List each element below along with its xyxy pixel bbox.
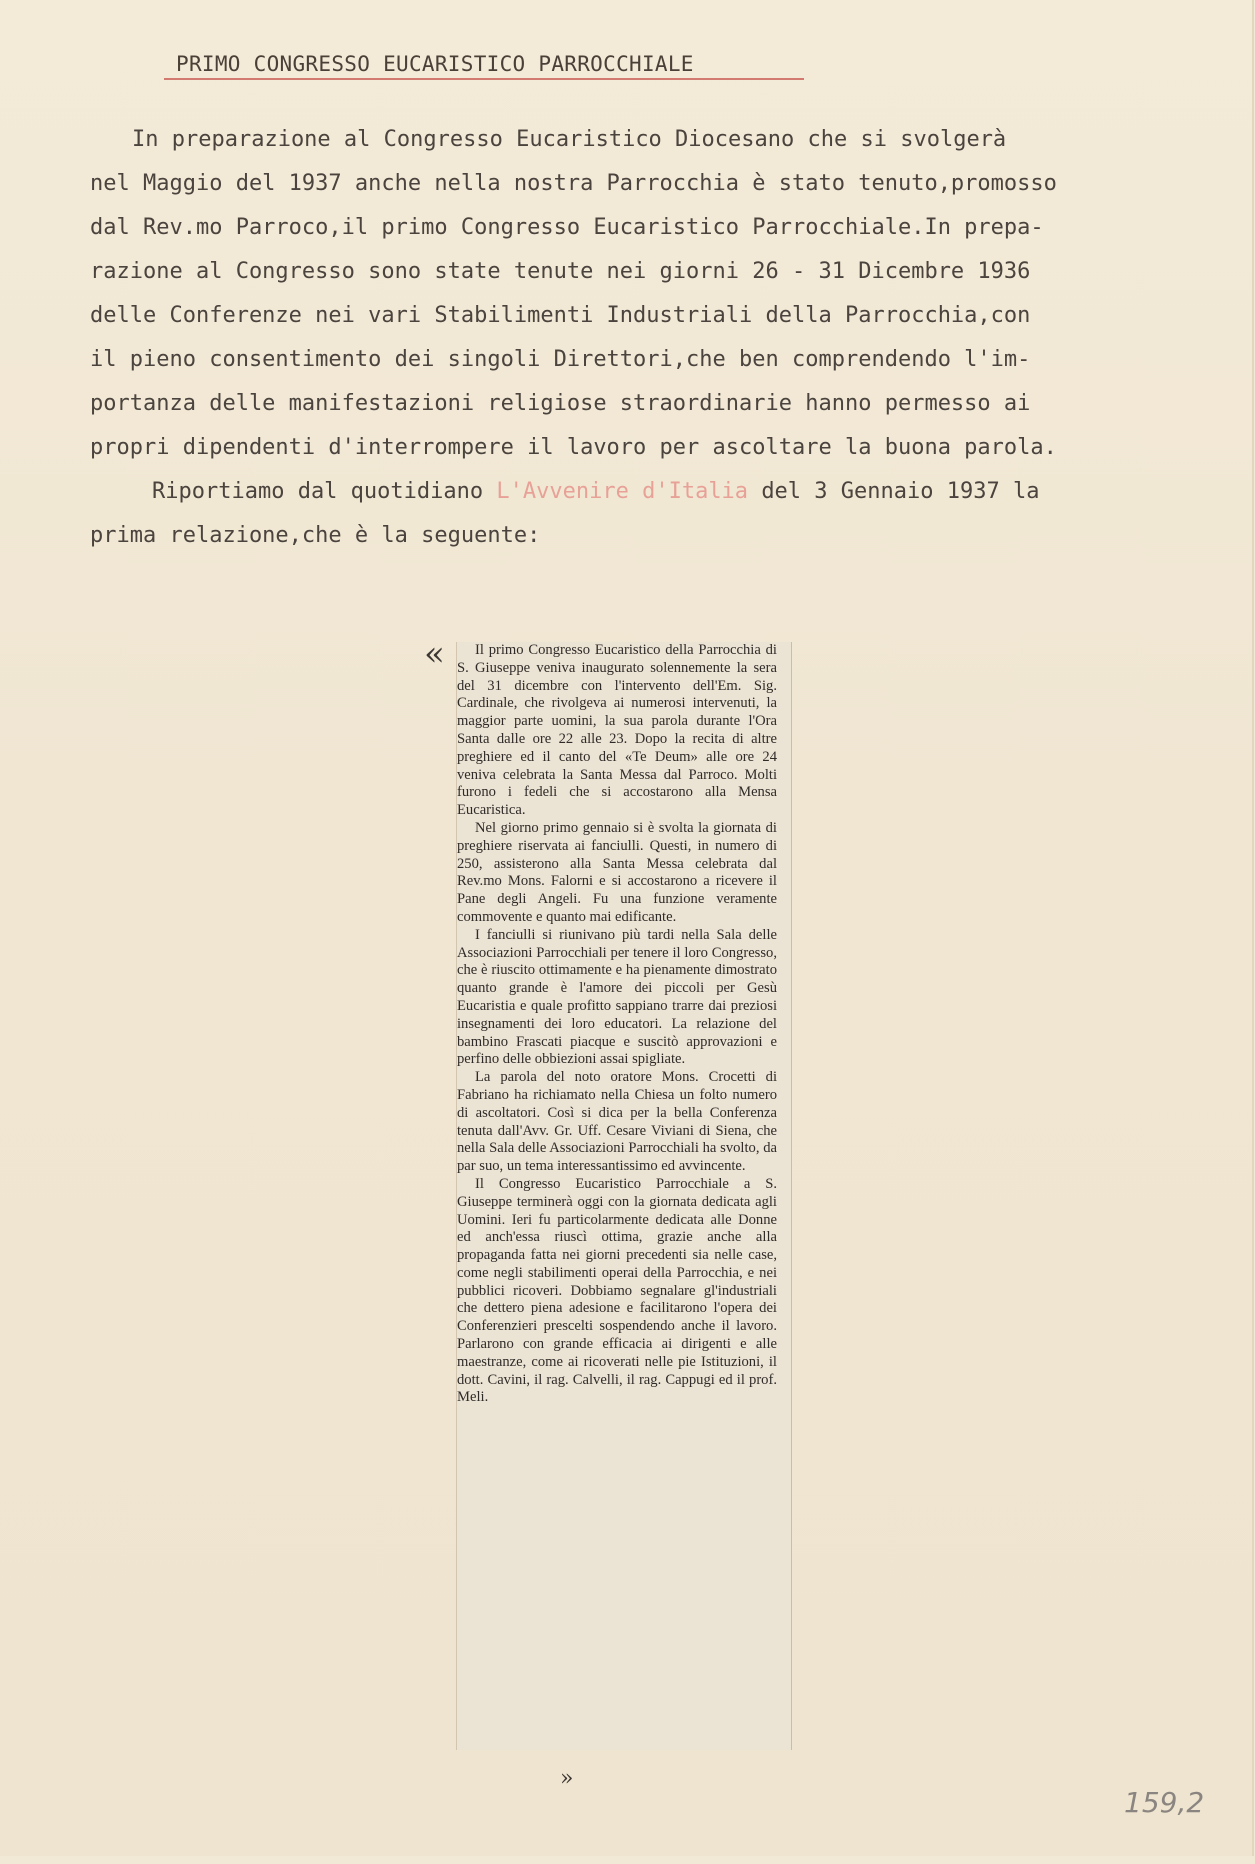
typed-line: razione al Congresso sono state tenute nei giorni 26 - 31 Dicembre 1936 (90, 259, 1031, 284)
typed-line: nel Maggio del 1937 anche nella nostra Parrocchia è stato tenuto,promosso (90, 171, 1057, 196)
clipping-text (457, 642, 777, 1407)
typed-line: dal Rev.mo Parroco,il primo Congresso Eucaristico Parrocchiale.In prepa- (90, 215, 1044, 240)
clipping-paragraph: Il primo Congresso Eucaristico della Parrocchia di S. Giuseppe veniva inaugurato solennemente la sera del 31 dicembre con l'intervento dell'Em. Sig. Cardinale, che rivolgeva ai numerosi intervenuti, la maggior parte uomini, la sua parola durante l'Ora Santa dalle ore 22 alle 23. Dopo la recita di altre preghiere ed il canto del «Te Deum» alle ore 24 veniva celebrata la Santa Messa dal Parroco. Molti furono i fedeli che si accostarono alla Mensa Eucaristica. (457, 642, 777, 819)
opening-quote-mark: « (424, 634, 445, 674)
typed-line: propri dipendenti d'interrompere il lavoro per ascoltare la buona parola. (90, 435, 1057, 460)
clipping-paragraph: Nel giorno primo gennaio si è svolta la giornata di preghiere riservata ai fanciulli. Questi, in numero di 250, assisterono alla Santa Messa celebrata dal Rev.mo Mons. Falorni e si accostarono a ricevere il Pane degli Angeli. Fu una funzione veramente commovente e quanto mai edificante. (457, 819, 777, 925)
typed-line: In preparazione al Congresso Eucaristico Diocesano che si svolgerà (132, 127, 1007, 152)
newspaper-name: L'Avvenire d'Italia (496, 479, 749, 504)
document-title: PRIMO CONGRESSO EUCARISTICO PARROCCHIALE (176, 52, 694, 76)
citation-date: del 3 Gennaio 1937 la (761, 479, 1040, 504)
citation-lead: Riportiamo dal quotidiano (152, 479, 484, 504)
title-underline (164, 78, 804, 80)
typed-line: delle Conferenze nei vari Stabilimenti Industriali della Parrocchia,con (90, 303, 1031, 328)
typed-line: portanza delle manifestazioni religiose straordinarie hanno permesso ai (90, 391, 1031, 416)
clipping-paragraph: Il Congresso Eucaristico Parrocchiale a S. Giuseppe terminerà oggi con la giornata dedicata agli Uomini. Ieri fu particolarmente dedicata alle Donne ed anch'essa riuscì ottima, grazie anche alla propaganda fatta nei giorni precedenti sia nelle case, come negli stabilimenti operai della Parrocchia, e nei pubblici ricoveri. Dobbiamo segnalare gl'industriali che dettero piena adesione e facilitarono l'opera dei Conferenzieri prescelti sospendendo anche il lavoro. Parlarono con grande efficacia ai dirigenti e alle maestranze, come ai ricoverati nelle pie Istituzioni, il dott. Cavini, il rag. Calvelli, il rag. Cappugi ed il prof. Meli. (457, 1175, 777, 1406)
folio-number: 159,2 (1124, 1786, 1205, 1819)
clipping-paragraph: La parola del noto oratore Mons. Crocetti di Fabriano ha richiamato nella Chiesa un folto numero di ascoltatori. Così si dica per la bella Conferenza tenuta dall'Avv. Gr. Uff. Cesare Viviani di Siena, che nella Sala delle Associazioni Parrocchiali ha svolto, da par suo, un tema interessantissimo ed avvincente. (457, 1069, 777, 1175)
clipping-paragraph: I fanciulli si riunivano più tardi nella Sala delle Associazioni Parrocchiali per tenere il loro Congresso, che è riuscito ottimamente e ha pienamente dimostrato quanto grande è l'amore dei piccoli per Gesù Eucaristia e quale profitto sappiano trarre dai preziosi insegnamenti dei loro educatori. La relazione del bambino Frascati piacque e suscitò approvazioni e perfino delle obbiezioni assai spigliate. (457, 926, 777, 1068)
citation-line (90, 470, 1170, 514)
typed-line: il pieno consentimento dei singoli Direttori,che ben comprendendo l'im- (90, 347, 1031, 372)
closing-quote-mark: » (560, 1766, 574, 1791)
typed-body (90, 118, 1170, 558)
typed-line: prima relazione,che è la seguente: (90, 523, 541, 548)
newspaper-clipping (456, 642, 792, 1750)
